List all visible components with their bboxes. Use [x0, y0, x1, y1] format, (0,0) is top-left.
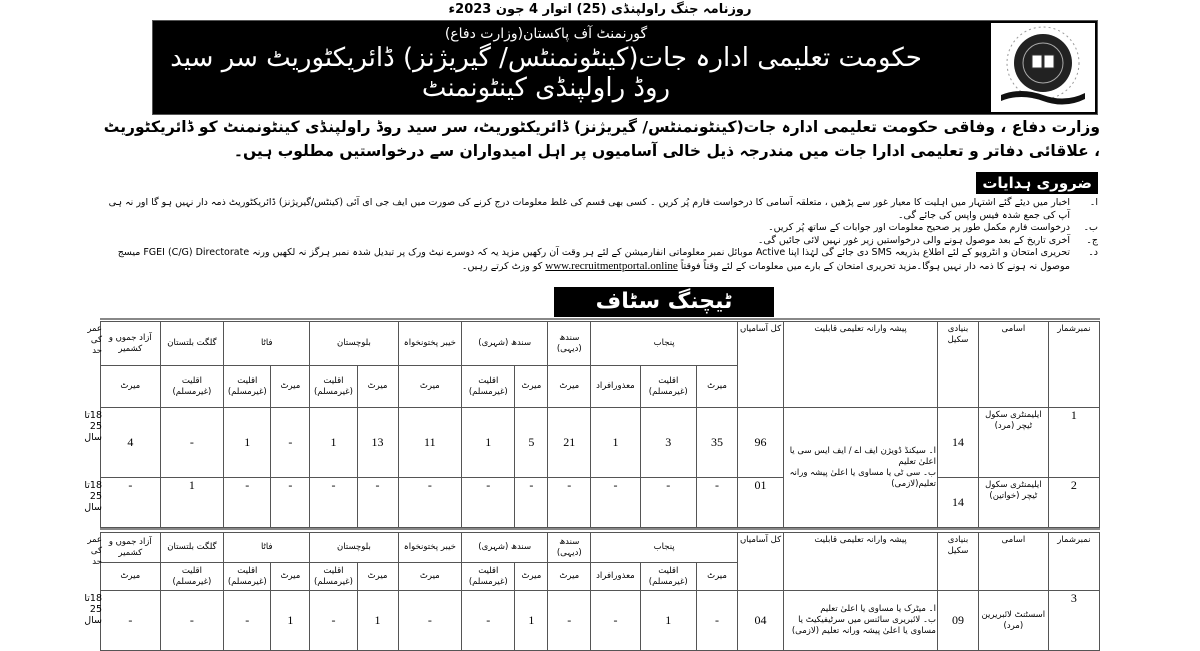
instruction-text: آخری تاریخ کے بعد موصول ہونے والی درخواستیں زیر غور نہیں لائی جائیں گی۔	[757, 234, 1070, 246]
cell-quota: -	[591, 478, 640, 528]
cell-total: 01	[737, 478, 783, 528]
cell-quota: -	[398, 591, 462, 651]
col-header-qualification: پیشہ وارانہ تعلیمی قابلیت	[784, 322, 938, 408]
qualification-line: ب۔ لائبریری سائنس میں سرٹیفیکیٹ یا مساوی یا اعلیٰ پیشہ ورانہ تعلیم (لازمی)	[791, 615, 936, 636]
cell-quota: 1	[515, 591, 548, 651]
cell-quota: -	[515, 478, 548, 528]
instruction-text: اخبار میں دیئے گئے اشتہار میں اہلیت کا معیار غور سے پڑھیں ، متعلقہ آسامی کا درخواست فارم پُر کریں ۔ کسی بھی قسم کی غلط معلومات درج کرنے کی صورت میں ایف جی ای آئی (کینٹس/گیریژنز) ڈائریکٹوریٹ ذمہ دار نہیں ہو گا اور نہ ہی آپ کی جمع شدہ فیس واپس کی جائے گی۔	[108, 197, 1070, 221]
instruction-item	[100, 235, 1100, 248]
instruction-text-tail: کو وزٹ کرتے رہیں۔	[461, 260, 546, 272]
region-header-kpk: خیبر پختونخواہ	[398, 533, 462, 563]
instructions-list	[100, 197, 1100, 273]
table-row: 3 اسسٹنٹ لائبریرین (مرد) 09 ا۔ میٹرک یا مساوی یا اعلیٰ تعلیم ب۔ لائبریری سائنس میں سرٹیفیکیٹ یا مساوی یا اعلیٰ پیشہ ورانہ تعلیم (لازمی) 04 - 1 - - 1 - - 1 - 1 - - - 18تا 25 سال	[101, 591, 1100, 651]
table-header-row: نمبرشمار اسامی بنیادی سکیل پیشہ وارانہ تعلیمی قابلیت کل آسامیاں پنجاب سندھ (دیہی) سندھ (شہری) خیبر پختونخواہ بلوچستان فاٹا گلگت بلتستان آزاد جموں و کشمیر عمر کی حد	[101, 322, 1100, 366]
col-header-total: کل آسامیاں	[737, 533, 783, 591]
col-header-total: کل آسامیاں	[737, 322, 783, 408]
sub-header-merit: میرٹ	[548, 563, 591, 591]
divider	[100, 528, 1100, 530]
region-header-sindh-rural: سندھ (دیہی)	[548, 322, 591, 366]
sub-header-minority: اقلیت (غیرمسلم)	[462, 366, 515, 408]
region-header-punjab: پنجاب	[591, 322, 738, 366]
table-row: 2 ایلیمنٹری سکول ٹیچر (خواتین) 14 01 - - - - - - - - - - - 1 - 18تا 25 سال	[101, 478, 1100, 528]
qualification-line: ا۔ میٹرک یا مساوی یا اعلیٰ تعلیم	[820, 604, 936, 614]
sub-header-disabled: معذورافراد	[591, 563, 640, 591]
region-header-kpk: خیبر پختونخواہ	[398, 322, 462, 366]
banner-location: روڈ راولپنڈی کینٹونمنٹ	[421, 73, 671, 103]
region-header-gilgit-baltistan: گلگت بلتستان	[160, 322, 224, 366]
sub-header-merit: میرٹ	[515, 366, 548, 408]
cell-quota: -	[310, 591, 357, 651]
cell-quota: 1	[462, 408, 515, 478]
region-header-gilgit-baltistan: گلگت بلتستان	[160, 533, 224, 563]
region-header-fata: فاٹا	[224, 322, 310, 366]
cell-quota: 13	[357, 408, 398, 478]
cell-post: ایلیمنٹری سکول ٹیچر (خواتین)	[978, 478, 1048, 528]
sub-header-minority: اقلیت (غیرمسلم)	[224, 366, 271, 408]
instruction-item	[100, 197, 1100, 222]
cell-scale: 14	[937, 478, 978, 528]
sub-header-minority: اقلیت (غیرمسلم)	[640, 366, 696, 408]
vacancy-table	[84, 532, 1100, 651]
region-header-sindh-urban: سندھ (شہری)	[462, 533, 548, 563]
fgei-emblem-icon	[991, 23, 1095, 112]
instruction-item	[100, 247, 1100, 273]
cell-quota: 4	[101, 408, 161, 478]
cell-quota: 3	[640, 408, 696, 478]
col-header-scale: بنیادی سکیل	[937, 322, 978, 408]
cell-post: اسسٹنٹ لائبریرین (مرد)	[978, 591, 1048, 651]
sub-header-minority: اقلیت (غیرمسلم)	[310, 563, 357, 591]
region-header-sindh-rural: سندھ (دیہی)	[548, 533, 591, 563]
banner-org-name: حکومت تعلیمی ادارہ جات(کینٹونمنٹس/ گیریژنز) ڈائریکٹوریٹ سر سید	[170, 43, 922, 73]
banner-ministry: گورنمنٹ آف پاکستان(وزارت دفاع)	[444, 26, 648, 42]
cell-quota: -	[462, 591, 515, 651]
cell-quota: 1	[310, 408, 357, 478]
sub-header-merit: میرٹ	[696, 563, 737, 591]
sub-header-merit: میرٹ	[101, 366, 161, 408]
cell-quota: -	[271, 478, 310, 528]
cell-post: ایلیمنٹری سکول ٹیچر (مرد)	[978, 408, 1048, 478]
sub-header-merit: میرٹ	[548, 366, 591, 408]
cell-quota: 1	[357, 591, 398, 651]
intro-paragraph: وزارت دفاع ، وفاقی حکومت تعلیمی ادارہ جات(کینٹونمنٹس/ گیریژنز) ڈائریکٹوریٹ، سر سید روڈ راولپنڈی کینٹونمنٹ کو ڈائریکٹوریٹ ، علاقائی دفاتر و تعلیمی ادارا جات میں مندرجہ ذیل خالی آسامیوں پر اہل امیدواران سے درخواستیں مطلوب ہیں۔	[103, 118, 1100, 160]
divider	[100, 318, 1100, 320]
sub-header-merit: میرٹ	[271, 366, 310, 408]
qualification-line: ا۔ سیکنڈ ڈویژن ایف اے / ایف ایس سی یا اعلیٰ تعلیم	[789, 445, 936, 467]
col-header-qualification: پیشہ وارانہ تعلیمی قابلیت	[784, 533, 938, 591]
cell-quota: 5	[515, 408, 548, 478]
recruitment-portal-link[interactable]: www.recruitmentportal.online	[545, 259, 678, 272]
instruction-marker: د۔	[1088, 247, 1098, 258]
cell-quota: -	[462, 478, 515, 528]
col-header-post: اسامی	[978, 533, 1048, 591]
col-header-scale: بنیادی سکیل	[937, 533, 978, 591]
cell-quota: -	[591, 591, 640, 651]
table-row: 1 ایلیمنٹری سکول ٹیچر (مرد) 14 ا۔ سیکنڈ ڈویژن ایف اے / ایف ایس سی یا اعلیٰ تعلیم ب۔ سی ٹی یا مساوی یا اعلیٰ پیشہ ورانہ تعلیم(لازمی) 96 35 3 1 21 5 1 11 13 1 - 1 - 4 18تا 25 سال	[101, 408, 1100, 478]
cell-quota: -	[696, 478, 737, 528]
cell-quota: 11	[398, 408, 462, 478]
instruction-marker: ا۔	[1089, 197, 1098, 208]
cell-quota: 21	[548, 408, 591, 478]
cell-quota: -	[224, 478, 271, 528]
sub-header-minority: اقلیت (غیرمسلم)	[640, 563, 696, 591]
sub-header-merit: میرٹ	[398, 563, 462, 591]
cell-quota: 35	[696, 408, 737, 478]
region-header-balochistan: بلوچستان	[310, 533, 398, 563]
region-header-balochistan: بلوچستان	[310, 322, 398, 366]
region-header-punjab: پنجاب	[591, 533, 738, 563]
cell-serial: 2	[1048, 478, 1099, 528]
cell-quota: 1	[160, 478, 224, 528]
cell-serial: 1	[1048, 408, 1099, 478]
instruction-marker: ب۔	[1083, 222, 1098, 233]
sub-header-minority: اقلیت (غیرمسلم)	[160, 563, 224, 591]
cell-quota: -	[224, 591, 271, 651]
instruction-text: تحریری امتحان و انٹرویو کے لئے اطلاع بذریعہ SMS دی جائے گی لہٰذا اپنا Active موبائل نمبر معلوماتی انفارمیشن کے لئے ہر وقت آن رکھیں مزید یہ کہ دوسرے نیٹ ورک پر تبدیل شدہ نمبر ہرگز نہ لکھیں ورنہ FGEI (C/G) Directorate میسج موصول نہ ہونے کا ذمہ دار نہیں ہوگا۔مزید تحریری امتحان کے بارے میں معلومات کے لئے وقتاً فوقتاً	[117, 247, 1070, 272]
cell-total: 04	[737, 591, 783, 651]
instructions-heading: ضروری ہدایات	[976, 172, 1098, 194]
sub-header-minority: اقلیت (غیرمسلم)	[160, 366, 224, 408]
cell-quota: -	[101, 591, 161, 651]
cell-quota: -	[310, 478, 357, 528]
cell-qualification	[784, 408, 938, 528]
sub-header-merit: میرٹ	[357, 563, 398, 591]
instruction-item	[100, 222, 1100, 235]
instruction-text: درخواست فارم مکمل طور پر صحیح معلومات اور جوابات کے ساتھ پُر کریں۔	[768, 222, 1070, 233]
sub-header-minority: اقلیت (غیرمسلم)	[224, 563, 271, 591]
sub-header-merit: میرٹ	[271, 563, 310, 591]
cell-quota: -	[548, 591, 591, 651]
sub-header-merit: میرٹ	[696, 366, 737, 408]
header-banner	[152, 20, 1098, 115]
cell-scale: 14	[937, 408, 978, 478]
cell-quota: 1	[224, 408, 271, 478]
instruction-marker: ج۔	[1086, 234, 1098, 246]
cell-quota: -	[398, 478, 462, 528]
table-header-row: نمبرشمار اسامی بنیادی سکیل پیشہ وارانہ تعلیمی قابلیت کل آسامیاں پنجاب سندھ (دیہی) سندھ (شہری) خیبر پختونخواہ بلوچستان فاٹا گلگت بلتستان آزاد جموں و کشمیر عمر کی حد	[101, 533, 1100, 563]
sub-header-merit: میرٹ	[398, 366, 462, 408]
cell-quota: 1	[591, 408, 640, 478]
cell-total: 96	[737, 408, 783, 478]
vacancy-table	[84, 321, 1100, 528]
teaching-staff-heading: ٹیچنگ سٹاف	[554, 287, 774, 317]
cell-quota: 1	[271, 591, 310, 651]
region-header-sindh-urban: سندھ (شہری)	[462, 322, 548, 366]
region-header-ajk: آزاد جموں و کشمیر	[101, 533, 161, 563]
sub-header-disabled: معذورافراد	[591, 366, 640, 408]
newspaper-masthead: روزنامہ جنگ راولپنڈی (25) اتوار 4 جون 2023ء	[448, 2, 752, 17]
newspaper-advertisement	[84, 0, 1100, 636]
cell-quota: -	[548, 478, 591, 528]
col-header-serial: نمبرشمار	[1048, 533, 1099, 591]
col-header-post: اسامی	[978, 322, 1048, 408]
region-header-fata: فاٹا	[224, 533, 310, 563]
cell-scale: 09	[937, 591, 978, 651]
cell-serial: 3	[1048, 591, 1099, 651]
cell-quota: 1	[640, 591, 696, 651]
cell-quota: -	[696, 591, 737, 651]
cell-quota: -	[640, 478, 696, 528]
cell-qualification	[784, 591, 938, 651]
col-header-serial: نمبرشمار	[1048, 322, 1099, 408]
cell-quota: -	[160, 408, 224, 478]
sub-header-merit: میرٹ	[357, 366, 398, 408]
sub-header-minority: اقلیت (غیرمسلم)	[310, 366, 357, 408]
cell-quota: -	[101, 478, 161, 528]
banner-text	[153, 21, 939, 114]
sub-header-minority: اقلیت (غیرمسلم)	[462, 563, 515, 591]
region-header-ajk: آزاد جموں و کشمیر	[101, 322, 161, 366]
cell-quota: -	[271, 408, 310, 478]
qualification-line: ب۔ سی ٹی یا مساوی یا اعلیٰ پیشہ ورانہ تعلیم(لازمی)	[789, 467, 936, 489]
cell-quota: -	[357, 478, 398, 528]
sub-header-merit: میرٹ	[515, 563, 548, 591]
cell-quota: -	[160, 591, 224, 651]
sub-header-merit: میرٹ	[101, 563, 161, 591]
